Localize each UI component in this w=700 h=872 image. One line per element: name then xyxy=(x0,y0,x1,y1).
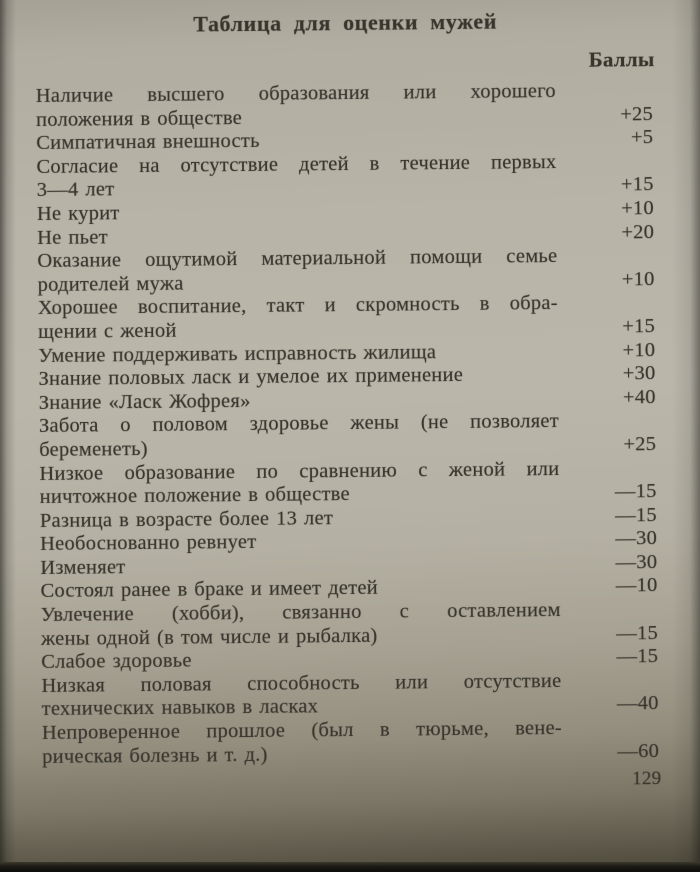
criterion-text xyxy=(36,151,556,203)
criterion-score: —30 xyxy=(615,550,658,574)
criterion-score: +25 xyxy=(620,102,654,125)
criterion-line: Забота о половом здоровье жены (не позволяет xyxy=(38,410,560,438)
page-number: 129 xyxy=(632,768,662,790)
criterion-line: Не курит xyxy=(36,202,120,225)
criterion-score: +20 xyxy=(621,220,655,243)
score-table xyxy=(36,79,663,769)
criterion-score: +40 xyxy=(622,385,656,409)
criterion-line: Увлечение (хобби), связанно с оставлением xyxy=(40,599,561,627)
criterion-text xyxy=(42,717,562,769)
table-row xyxy=(38,291,658,344)
criterion-line: Слабое здоровье xyxy=(41,649,192,674)
criterion-score: +10 xyxy=(621,267,655,291)
points-column-header: Баллы xyxy=(588,47,655,72)
criterion-line: Знание половых ласк и умелое их применение xyxy=(38,364,464,391)
criterion-line: Знание «Ласк Жофрея» xyxy=(38,389,251,414)
criterion-score: —60 xyxy=(617,739,660,763)
criterion-line: Согласие на отсутствие детей в течение первых xyxy=(36,150,557,178)
criterion-line: 3—4 лет xyxy=(36,178,115,202)
criterion-line: беременеть) xyxy=(39,437,148,461)
criterion-line: Низкая половая способность или отсутствие xyxy=(41,669,562,697)
photo-bottom-edge xyxy=(0,862,700,872)
criterion-score: —10 xyxy=(615,574,658,597)
criterion-text xyxy=(39,457,559,509)
criterion-score: +5 xyxy=(630,126,654,149)
criterion-text xyxy=(41,599,561,651)
criterion-line: Разница в возрасте более 13 лет xyxy=(39,506,334,532)
criterion-score: —40 xyxy=(616,692,659,715)
table-row xyxy=(42,716,662,769)
criterion-line: Хорошее воспитание, такт и скромность в обра- xyxy=(37,292,558,320)
criterion-text xyxy=(41,670,561,722)
criterion-line: Низкое образование по сравнению с женой или xyxy=(39,457,560,485)
criterion-line: технических навыков в ласках xyxy=(41,695,319,721)
criterion-line: положения в обществе xyxy=(35,106,243,131)
page-content xyxy=(35,5,663,796)
criterion-line: ничтожное положение в обществе xyxy=(39,483,350,509)
criterion-line: Изменяет xyxy=(40,556,126,579)
criterion-line: щении с женой xyxy=(37,319,177,343)
criterion-score: +10 xyxy=(622,338,656,361)
criterion-text xyxy=(36,80,556,132)
criterion-text xyxy=(38,292,558,344)
criterion-line: Состоял ранее в браке и имеет детей xyxy=(40,577,379,603)
criterion-line: рическая болезнь и т. д.) xyxy=(42,743,268,768)
criterion-line: родителей мужа xyxy=(37,272,184,296)
criterion-line: Не пьет xyxy=(37,225,108,249)
criterion-line: Умение поддерживать исправность жилища xyxy=(38,340,437,367)
criterion-score: +15 xyxy=(622,314,656,338)
table-row xyxy=(41,598,661,651)
criterion-line: Непроверенное прошлое (был в тюрьме, вене- xyxy=(41,716,563,744)
table-row xyxy=(36,150,656,203)
criterion-line: Необоснованно ревнует xyxy=(40,531,257,556)
criterion-score: +15 xyxy=(620,173,654,196)
criterion-score: —15 xyxy=(615,503,657,527)
table-row xyxy=(37,244,657,297)
table-row xyxy=(39,409,659,462)
criterion-score: —15 xyxy=(616,621,659,645)
criterion-line: Оказание ощутимой материальной помощи семье xyxy=(37,245,558,273)
criterion-text xyxy=(39,410,559,462)
criterion-text xyxy=(37,245,557,297)
criterion-score: —30 xyxy=(615,527,658,550)
table-row xyxy=(41,669,661,722)
page-title: Таблица для оценки мужей xyxy=(193,8,498,37)
criterion-score: —15 xyxy=(614,480,657,503)
criterion-score: +25 xyxy=(623,432,657,456)
criterion-score: +10 xyxy=(621,197,655,220)
criterion-score: +30 xyxy=(622,362,656,385)
table-row xyxy=(36,79,656,132)
criterion-line: Наличие высшего образования или хорошего xyxy=(35,79,556,107)
criterion-score: —15 xyxy=(616,645,659,668)
criterion-line: жены одной (в том числе и рыбалка) xyxy=(40,624,378,650)
table-row xyxy=(39,457,659,510)
criterion-line: Симпатичная внешность xyxy=(36,130,260,155)
